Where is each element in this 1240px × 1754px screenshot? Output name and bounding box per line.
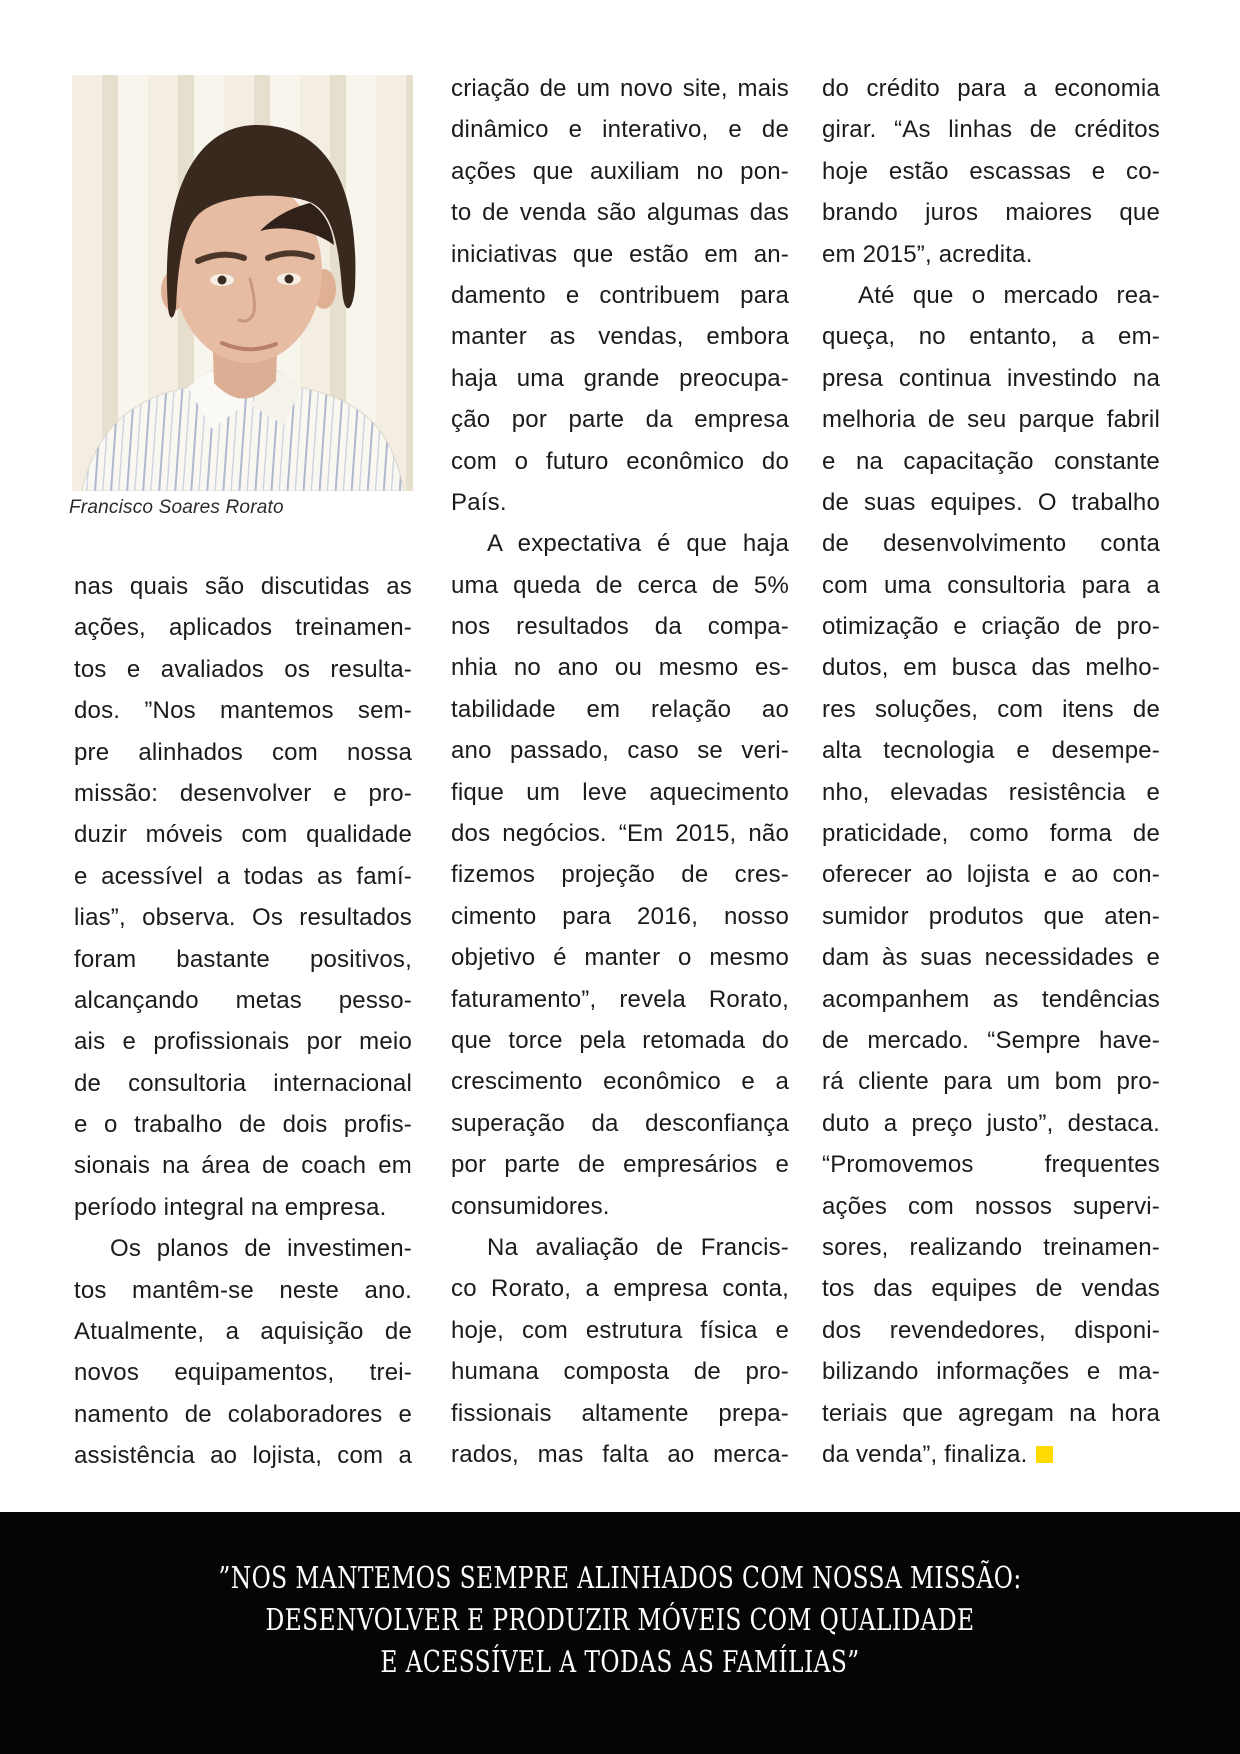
text-line: dos revendedores, disponi- [822,1316,1160,1344]
text-line: dutos, em busca das melho- [822,654,1160,682]
text-line: ações que auxiliam no pon- [451,157,789,185]
text-line: e o trabalho de dois profis- [74,1111,412,1139]
text-line: foram bastante positivos, [74,945,412,973]
text-line: oferecer ao lojista e ao con- [822,861,1160,889]
text-line: e na capacitação constante [822,447,1160,475]
text-line: criação de um novo site, mais [451,75,789,102]
text-line: girar. “As linhas de créditos [822,116,1160,144]
text-line: Os planos de investimen- [110,1235,412,1263]
text-line: de desenvolvimento conta [822,530,1160,558]
text-line: pre alinhados com nossa [74,738,412,766]
text-line: fizemos projeção de cres- [451,861,789,889]
text-line: dos. ”Nos mantemos sem- [74,697,412,725]
text-line: Até que o mercado rea- [858,281,1160,309]
text-line: tabilidade em relação ao [451,695,789,723]
text-line: alcançando metas pesso- [74,986,412,1014]
text-line: objetivo é manter o mesmo [451,944,789,972]
text-line: ais e profissionais por meio [74,1028,412,1056]
text-line: to de venda são algumas das [451,199,789,227]
text-line: lias”, observa. Os resultados [74,904,412,932]
photo-caption: Francisco Soares Rorato [69,497,284,518]
text-line: damento e contribuem para [451,281,789,309]
portrait-illustration [72,75,413,491]
article-column-1 [74,566,412,1477]
article-end-square-icon [1036,1446,1053,1463]
text-line: duzir móveis com qualidade [74,821,412,849]
text-line: superação da desconfiança [451,1109,789,1137]
text-line: iniciativas que estão em an- [451,240,789,268]
text-line: “Promovemos frequentes [822,1151,1160,1179]
text-line: período integral na empresa. [74,1193,387,1221]
text-line: da venda”, finaliza. [822,1434,1160,1475]
text-line: crescimento econômico e a [451,1068,789,1096]
text-line: cimento para 2016, nosso [451,902,789,930]
text-line: rados, mas falta ao merca- [451,1440,789,1468]
text-line: otimização e criação de pro- [822,613,1160,641]
text-line: por parte de empresários e [451,1151,789,1179]
text-line: País. [451,488,507,516]
text-line: tos mantêm-se neste ano. [74,1276,412,1304]
text-line: de mercado. “Sempre have- [822,1026,1160,1054]
text-line: nas quais são discutidas as [74,573,412,600]
text-line: consumidores. [451,1192,610,1220]
text-line: sumidor produtos que aten- [822,902,1160,930]
text-line: hoje estão escassas e co- [822,157,1160,185]
text-line: hoje, com estrutura física e [451,1316,789,1344]
text-line: queça, no entanto, a em- [822,323,1160,351]
text-line: namento de colaboradores e [74,1400,412,1428]
text-line: com o futuro econômico do [451,447,789,475]
text-line: teriais que agregam na hora [822,1399,1160,1427]
text-line: nho, elevadas resistência e [822,778,1160,806]
text-line: sionais na área de coach em [74,1152,412,1180]
pull-quote-line: E ACESSÍVEL A TODAS AS FAMÍLIAS” [380,1645,860,1680]
text-line: res soluções, com itens de [822,695,1160,723]
text-line: co Rorato, a empresa conta, [451,1275,789,1303]
text-line: ano passado, caso se veri- [451,737,789,765]
text-line: novos equipamentos, trei- [74,1359,412,1387]
text-line: de consultoria internacional [74,1069,412,1097]
text-line: ações, aplicados treinamen- [74,614,412,642]
text-line: assistência ao lojista, com a [74,1442,412,1470]
text-line: faturamento”, revela Rorato, [451,985,789,1013]
text-line: humana composta de pro- [451,1358,789,1386]
text-line: fique um leve aquecimento [451,778,789,806]
pull-quote-line: DESENVOLVER E PRODUZIR MÓVEIS COM QUALIDADE [265,1603,975,1638]
text-line: praticidade, como forma de [822,820,1160,848]
text-line: com uma consultoria para a [822,571,1160,599]
pull-quote-line: ”NOS MANTEMOS SEMPRE ALINHADOS COM NOSSA MISSÃO: [218,1561,1022,1596]
text-line: duto a preço justo”, destaca. [822,1109,1160,1137]
portrait-photo [72,75,413,491]
text-line: fissionais altamente prepa- [451,1399,789,1427]
text-line: e acessível a todas as famí- [74,862,412,890]
text-line: acompanhem as tendências [822,985,1160,1013]
text-line: dos negócios. “Em 2015, não [451,820,789,848]
text-line: dinâmico e interativo, e de [451,116,789,144]
text-line: tos das equipes de vendas [822,1275,1160,1303]
text-line: rá cliente para um bom pro- [822,1068,1160,1096]
text-line: de suas equipes. O trabalho [822,488,1160,516]
text-line: Atualmente, a aquisição de [74,1318,412,1346]
text-line: em 2015”, acredita. [822,240,1033,268]
text-line: tos e avaliados os resulta- [74,655,412,683]
article-column-3 [822,68,1160,1475]
text-line: manter as vendas, embora [451,323,789,351]
article-column-2 [451,68,789,1475]
text-line: presa continua investindo na [822,364,1160,392]
text-line: dam às suas necessidades e [822,944,1160,972]
text-line: haja uma grande preocupa- [451,364,789,392]
text-line: nos resultados da compa- [451,613,789,641]
text-line: do crédito para a economia [822,75,1160,102]
text-line: alta tecnologia e desempe- [822,737,1160,765]
text-line: que torce pela retomada do [451,1026,789,1054]
text-line: uma queda de cerca de 5% [451,571,789,599]
text-line: Na avaliação de Francis- [487,1233,789,1261]
text-line: melhoria de seu parque fabril [822,406,1160,434]
pull-quote-banner [0,1512,1240,1754]
text-line: missão: desenvolver e pro- [74,779,412,807]
text-line: bilizando informações e ma- [822,1358,1160,1386]
text-line: ção por parte da empresa [451,406,789,434]
text-line: A expectativa é que haja [487,530,789,558]
text-line: ações com nossos supervi- [822,1192,1160,1220]
text-line: brando juros maiores que [822,199,1160,227]
text-line: nhia no ano ou mesmo es- [451,654,789,682]
text-line: sores, realizando treinamen- [822,1233,1160,1261]
